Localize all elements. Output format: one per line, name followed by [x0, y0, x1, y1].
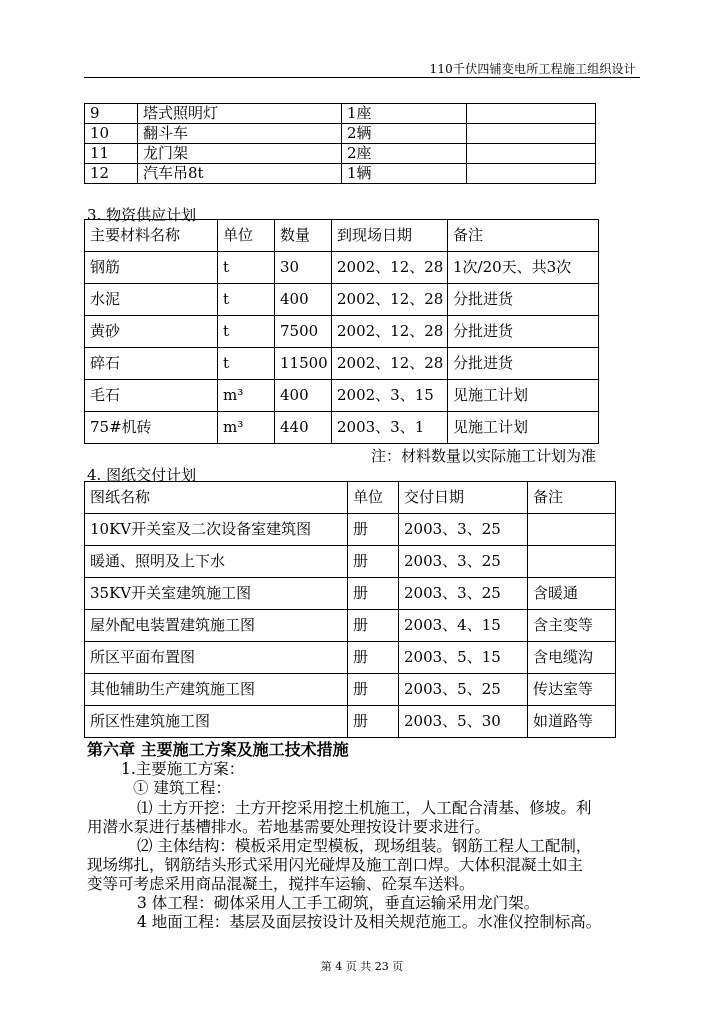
- table-cell: 册: [348, 610, 399, 642]
- equipment-table: [84, 103, 596, 184]
- column-header: 单位: [348, 482, 399, 514]
- table-cell: [467, 104, 596, 124]
- table-cell: 传达室等: [528, 674, 616, 706]
- table-row: [85, 124, 596, 144]
- table-row: [85, 706, 616, 738]
- table-cell: 2002、12、28: [332, 316, 448, 348]
- column-header: 主要材料名称: [85, 220, 218, 252]
- table-cell: 含主变等: [528, 610, 616, 642]
- drawings-table: [84, 481, 616, 738]
- paragraph-ground-works: 4 地面工程：基层及面层按设计及相关规范施工。水准仪控制标高。: [137, 913, 602, 931]
- table-cell: 分批进货: [448, 284, 599, 316]
- table-row: [85, 252, 599, 284]
- table-cell: 1辆: [342, 164, 467, 184]
- table-cell: 400: [275, 284, 332, 316]
- table-cell: 塔式照明灯: [138, 104, 342, 124]
- subheading-construction-plan: 1.主要施工方案：: [121, 760, 245, 778]
- table-cell: 碎石: [85, 348, 218, 380]
- table-row: [85, 674, 616, 706]
- table-cell: 见施工计划: [448, 412, 599, 444]
- table-cell: 2003、3、25: [399, 546, 528, 578]
- header-divider: [84, 77, 640, 78]
- table-row: [85, 104, 596, 124]
- table-cell: 11: [85, 144, 138, 164]
- table-cell: 2002、12、28: [332, 348, 448, 380]
- table-cell: 10KV开关室及二次设备室建筑图: [85, 514, 348, 546]
- column-header: 备注: [528, 482, 616, 514]
- table-cell: 2003、4、15: [399, 610, 528, 642]
- table-cell: 7500: [275, 316, 332, 348]
- paragraph-earthwork-cont: 用潜水泵进行基槽排水。若地基需要处理按设计要求进行。: [87, 818, 491, 836]
- table-row: [85, 348, 599, 380]
- table-row: [85, 380, 599, 412]
- table-row: [85, 514, 616, 546]
- table-cell: 1次/20天、共3次: [448, 252, 599, 284]
- table-cell: t: [218, 348, 275, 380]
- table-cell: 2座: [342, 144, 467, 164]
- table-cell: [467, 124, 596, 144]
- table-cell: 440: [275, 412, 332, 444]
- column-header: 图纸名称: [85, 482, 348, 514]
- paragraph-main-structure-cont: 现场绑扎，钢筋结头形式采用闪光碰焊及施工剖口焊。大体积混凝土如主: [87, 856, 584, 874]
- table-cell: 其他辅助生产建筑施工图: [85, 674, 348, 706]
- table-cell: 2002、12、28: [332, 284, 448, 316]
- paragraph-masonry: 3 体工程：砌体采用人工手工砌筑，垂直运输采用龙门架。: [137, 894, 540, 912]
- table-cell: [467, 144, 596, 164]
- table-cell: m³: [218, 380, 275, 412]
- table-row: [85, 642, 616, 674]
- table-row: [85, 284, 599, 316]
- table-cell: [467, 164, 596, 184]
- table-row: [85, 316, 599, 348]
- table-cell: 册: [348, 546, 399, 578]
- paragraph-main-structure: ⑵ 主体结构：模板采用定型模板，现场组装。钢筋工程人工配制，: [137, 837, 592, 855]
- table-cell: 2辆: [342, 124, 467, 144]
- table-cell: 2003、3、25: [399, 578, 528, 610]
- table-row: [85, 412, 599, 444]
- table-cell: 2003、5、25: [399, 674, 528, 706]
- table-cell: 见施工计划: [448, 380, 599, 412]
- table-cell: 龙门架: [138, 144, 342, 164]
- table-cell: [528, 514, 616, 546]
- table-cell: 水泥: [85, 284, 218, 316]
- table-cell: t: [218, 252, 275, 284]
- table-cell: t: [218, 284, 275, 316]
- paragraph-main-structure-cont2: 变等可考虑采用商品混凝土，搅拌车运输、砼泵车送料。: [87, 875, 475, 893]
- materials-note: 注：材料数量以实际施工计划为准: [370, 447, 596, 465]
- paragraph-earthwork: ⑴ 土方开挖：土方开挖采用挖土机施工，人工配合清基、修坡。利: [137, 799, 592, 817]
- table-row: [85, 546, 616, 578]
- table-cell: 400: [275, 380, 332, 412]
- table-cell: 含电缆沟: [528, 642, 616, 674]
- table-cell: 所区平面布置图: [85, 642, 348, 674]
- table-row: [85, 144, 596, 164]
- materials-table: [84, 219, 599, 444]
- column-header: 到现场日期: [332, 220, 448, 252]
- materials-section-title: 3. 物资供应计划: [87, 206, 197, 224]
- table-row: [85, 578, 616, 610]
- table-cell: 11500: [275, 348, 332, 380]
- table-header-row: [85, 220, 599, 252]
- table-cell: 黄砂: [85, 316, 218, 348]
- table-cell: 2003、5、15: [399, 642, 528, 674]
- column-header: 数量: [275, 220, 332, 252]
- table-cell: t: [218, 316, 275, 348]
- table-cell: 含暖通: [528, 578, 616, 610]
- table-cell: [528, 546, 616, 578]
- table-row: [85, 610, 616, 642]
- table-cell: 暖通、照明及上下水: [85, 546, 348, 578]
- table-cell: 分批进货: [448, 316, 599, 348]
- drawings-section-title: 4. 图纸交付计划: [87, 466, 197, 484]
- table-cell: 册: [348, 674, 399, 706]
- table-cell: 毛石: [85, 380, 218, 412]
- column-header: 备注: [448, 220, 599, 252]
- column-header: 单位: [218, 220, 275, 252]
- table-cell: 2002、3、15: [332, 380, 448, 412]
- subheading-building-works: ① 建筑工程：: [133, 779, 231, 797]
- table-cell: 2002、12、28: [332, 252, 448, 284]
- table-cell: 钢筋: [85, 252, 218, 284]
- table-cell: 2003、3、1: [332, 412, 448, 444]
- table-cell: 2003、3、25: [399, 514, 528, 546]
- table-cell: 汽车吊8t: [138, 164, 342, 184]
- table-cell: 册: [348, 514, 399, 546]
- table-cell: 2003、5、30: [399, 706, 528, 738]
- table-cell: 35KV开关室建筑施工图: [85, 578, 348, 610]
- table-cell: 所区性建筑施工图: [85, 706, 348, 738]
- table-cell: 10: [85, 124, 138, 144]
- table-cell: 册: [348, 706, 399, 738]
- table-cell: 9: [85, 104, 138, 124]
- table-cell: 30: [275, 252, 332, 284]
- column-header: 交付日期: [399, 482, 528, 514]
- table-cell: 分批进货: [448, 348, 599, 380]
- table-cell: 翻斗车: [138, 124, 342, 144]
- table-cell: 1座: [342, 104, 467, 124]
- chapter-title: 第六章 主要施工方案及施工技术措施: [87, 740, 349, 759]
- table-row: [85, 164, 596, 184]
- table-cell: m³: [218, 412, 275, 444]
- table-cell: 册: [348, 578, 399, 610]
- table-cell: 如道路等: [528, 706, 616, 738]
- header-title: 110千伏四铺变电所工程施工组织设计: [429, 62, 636, 76]
- page-footer: 第 4 页 共 23 页: [320, 960, 404, 973]
- table-cell: 12: [85, 164, 138, 184]
- table-cell: 册: [348, 642, 399, 674]
- table-cell: 75#机砖: [85, 412, 218, 444]
- table-header-row: [85, 482, 616, 514]
- table-cell: 屋外配电装置建筑施工图: [85, 610, 348, 642]
